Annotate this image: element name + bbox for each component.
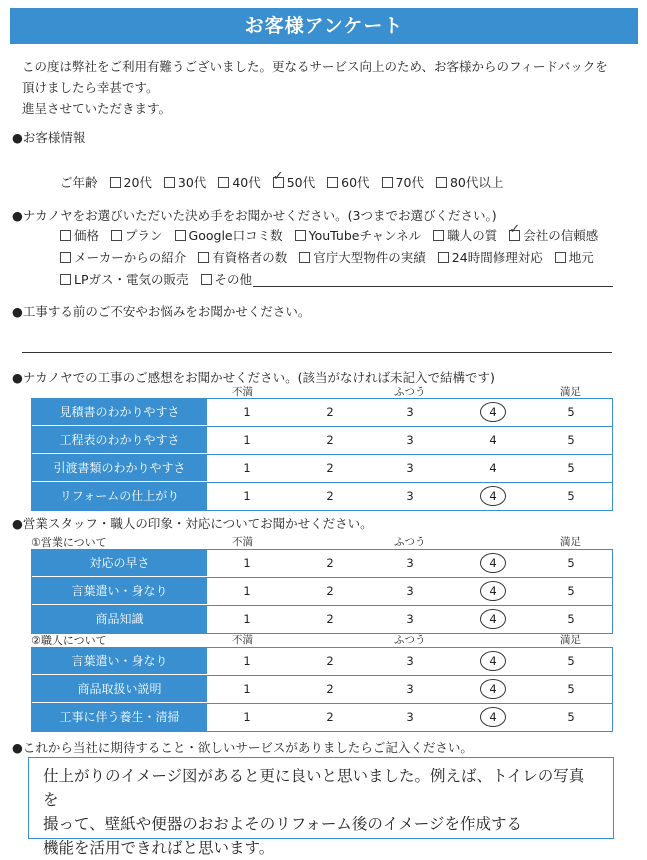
checkbox-option[interactable] [436,173,503,191]
rating-option[interactable]: 1 [243,489,251,503]
selected-rating-circle [480,707,506,727]
decision-heading: ●ナカノヤをお選びいただいた決め手をお聞かせください。(3つまでお選びください。) [12,208,497,223]
customer-info-heading: ●お客様情報 [12,130,86,145]
sales-subheading: ①営業について [31,536,107,549]
scale-low: 不満 [232,536,253,548]
checkbox-option[interactable] [555,248,594,266]
checkbox[interactable] [198,252,209,263]
rating-option[interactable]: 3 [406,710,414,724]
selected-rating-circle [480,651,506,671]
rating-option[interactable]: 1 [243,654,251,668]
rating-row [32,455,612,483]
checkbox[interactable] [555,252,566,263]
page-title: お客様アンケート [10,8,638,44]
selected-rating-circle [480,486,506,506]
checkbox-label: 20代 [123,175,152,190]
checkbox[interactable] [327,177,338,188]
checkbox-option[interactable] [438,248,543,266]
staff-heading: ●営業スタッフ・職人の印象・対応についてお聞かせください。 [12,516,373,531]
checkbox-option[interactable] [299,248,426,266]
rating-row [32,427,612,455]
rating-option[interactable]: 1 [243,584,251,598]
checkbox-option[interactable] [201,270,253,288]
rating-row [32,483,612,510]
rating-option[interactable]: 1 [243,682,251,696]
checkbox-label: 30代 [177,175,207,190]
impressions-table [31,398,613,511]
rating-option[interactable]: 4 [489,654,497,668]
checkbox-label: その他 [214,272,253,287]
checkbox-option[interactable] [60,270,189,288]
checkbox-option[interactable] [110,173,152,191]
checkbox[interactable] [201,274,212,285]
rating-option[interactable]: 4 [489,461,497,475]
decision-options-row [60,270,264,288]
checkbox[interactable] [382,177,393,188]
rating-option[interactable]: 5 [567,433,575,447]
craftsmen-subheading: ②職人について [31,634,107,647]
rating-option[interactable]: 3 [406,489,414,503]
rating-option[interactable]: 1 [243,461,251,475]
checkbox-label: メーカーからの紹介 [74,250,187,265]
rating-row-label: 見積書のわかりやすさ [32,399,207,426]
checkbox[interactable] [509,230,520,241]
rating-row [32,704,612,731]
rating-option[interactable]: 4 [489,489,497,503]
rating-option[interactable]: 4 [489,612,497,626]
checkbox-label: 価格 [74,228,100,243]
rating-row-label: 工程表のわかりやすさ [32,427,207,454]
rating-option[interactable]: 2 [326,405,334,419]
scale-high: 満足 [560,536,581,548]
rating-option[interactable]: 2 [326,489,334,503]
craftsmen-table [31,647,613,732]
checkbox-option[interactable] [111,226,163,244]
checkbox[interactable] [111,230,122,241]
rating-option[interactable]: 2 [326,682,334,696]
checkbox[interactable] [295,230,306,241]
rating-row-label: 言葉遣い・身なり [32,648,207,675]
scale-low: 不満 [232,634,253,646]
checkbox-label: 60代 [341,175,370,190]
rating-option[interactable]: 1 [243,405,251,419]
age-label: ご年齢 [60,175,98,190]
rating-option[interactable]: 3 [406,584,414,598]
checkbox[interactable] [299,252,310,263]
checkbox-option[interactable] [273,173,315,191]
other-answer-line[interactable] [253,286,613,287]
concerns-answer-line[interactable] [22,352,612,353]
rating-row-label: 商品知識 [32,606,207,633]
checkbox-option[interactable] [327,173,369,191]
rating-option[interactable]: 2 [326,612,334,626]
rating-option[interactable]: 4 [489,433,497,447]
rating-row [32,648,612,676]
rating-option[interactable]: 5 [567,612,575,626]
rating-option[interactable]: 2 [326,584,334,598]
checkbox-label: Google口コミ数 [188,228,283,243]
expectations-heading: ●これから当社に期待すること・欲しいサービスがありましたらご記入ください。 [12,740,473,755]
checkbox-label: 地元 [568,250,594,265]
rating-option[interactable]: 2 [326,654,334,668]
rating-option[interactable]: 5 [567,461,575,475]
checkbox-label: 70代 [395,175,424,190]
checkbox[interactable] [436,177,447,188]
rating-row-label: 言葉遣い・身なり [32,578,207,605]
checkbox-label: 50代 [286,175,316,190]
checkbox-option[interactable] [60,226,99,244]
rating-option[interactable]: 2 [326,710,334,724]
checkbox[interactable] [273,177,284,188]
rating-option[interactable]: 2 [326,433,334,447]
rating-option[interactable]: 3 [406,461,414,475]
impressions-heading: ●ナカノヤでの工事のご感想をお聞かせください。(該当がなければ未記入で結構です) [12,370,495,385]
rating-row-label: 引渡書類のわかりやすさ [32,455,207,482]
checkbox[interactable] [438,252,449,263]
selected-rating-circle [480,679,506,699]
rating-row-label: 商品取扱い説明 [32,676,207,703]
rating-row [32,399,612,427]
selected-rating-circle [480,402,506,422]
checkbox-label: 会社の信頼感 [523,228,599,243]
scale-mid: ふつう [394,386,426,398]
rating-option[interactable]: 5 [567,654,575,668]
checkbox-label: LPガス・電気の販売 [74,272,189,287]
comment-line: 機能を活用できればと思います。 [43,839,275,857]
rating-option[interactable]: 2 [326,461,334,475]
rating-option[interactable]: 3 [406,405,414,419]
comment-line: 仕上がりのイメージ図があると更に良いと思いました。例えば、トイレの写真を [43,767,585,809]
checkbox-option[interactable] [433,226,497,244]
scale-mid: ふつう [394,536,426,548]
intro-text [22,56,632,119]
rating-row [32,676,612,704]
rating-row-label: リフォームの仕上がり [32,483,207,510]
checkbox-label: プラン [125,228,163,243]
checkbox[interactable] [60,230,71,241]
checkbox-option[interactable] [218,173,260,191]
intro-line: 進呈させていただきます。 [22,101,172,116]
rating-option[interactable]: 5 [567,405,575,419]
selected-rating-circle [480,609,506,629]
checkbox-label: 80代以上 [449,175,504,190]
rating-option[interactable]: 5 [567,584,575,598]
rating-option[interactable]: 4 [489,556,497,570]
scale-high: 満足 [560,634,581,646]
rating-option[interactable]: 5 [567,489,575,503]
decision-options-row [60,248,606,266]
scale-low: 不満 [232,386,253,398]
rating-row [32,550,612,578]
rating-row [32,606,612,633]
rating-option[interactable]: 3 [406,612,414,626]
rating-option[interactable]: 5 [567,682,575,696]
rating-option[interactable]: 5 [567,556,575,570]
checkbox-option[interactable] [382,173,424,191]
intro-line: この度は弊社をご利用有難うございました。更なるサービス向上のため、お客様からのフィードバックを [22,59,608,74]
intro-line: 頂けましたら幸甚です。 [22,80,159,95]
checkbox-label: 有資格者の数 [212,250,288,265]
checkbox-option[interactable] [60,248,186,266]
checkbox-label: YouTubeチャンネル [308,228,422,243]
checkbox[interactable] [60,274,71,285]
scale-mid: ふつう [394,634,426,646]
comment-box[interactable] [28,757,614,857]
rating-option[interactable]: 4 [489,405,497,419]
checkbox-label: 官庁大型物件の実績 [313,250,426,265]
rating-option[interactable]: 4 [489,584,497,598]
checkbox-option[interactable] [175,226,283,244]
checkbox[interactable] [175,230,186,241]
checkbox[interactable] [110,177,121,188]
checkbox-option[interactable] [164,173,206,191]
selected-rating-circle [480,581,506,601]
checkbox[interactable] [218,177,229,188]
checkbox-option[interactable] [198,248,287,266]
rating-option[interactable]: 4 [489,710,497,724]
rating-option[interactable]: 3 [406,556,414,570]
rating-option[interactable]: 1 [243,433,251,447]
sales-table [31,549,613,634]
rating-option[interactable]: 3 [406,682,414,696]
concerns-heading: ●工事する前のご不安やお悩みをお聞かせください。 [12,304,311,319]
rating-option[interactable]: 1 [243,710,251,724]
checkbox-label: 職人の質 [447,228,498,243]
rating-option[interactable]: 3 [406,433,414,447]
rating-option[interactable]: 1 [243,556,251,570]
checkbox[interactable] [433,230,444,241]
scale-high: 満足 [560,386,581,398]
age-row [60,173,515,191]
rating-row-label: 対応の早さ [32,550,207,577]
checkbox-option[interactable] [509,226,598,244]
checkbox-label: 24時間修理対応 [451,250,543,265]
rating-row [32,578,612,606]
rating-option[interactable]: 2 [326,556,334,570]
rating-row-label: 工事に伴う養生・清掃 [32,704,207,731]
selected-rating-circle [480,553,506,573]
rating-option[interactable]: 4 [489,682,497,696]
checkbox-option[interactable] [295,226,422,244]
checkbox[interactable] [164,177,175,188]
rating-option[interactable]: 5 [567,710,575,724]
comment-line: 撮って、壁紙や便器のおおよそのリフォーム後のイメージを作成する [43,815,522,833]
checkbox[interactable] [60,252,71,263]
decision-options-row [60,226,610,244]
rating-option[interactable]: 3 [406,654,414,668]
checkbox-label: 40代 [232,175,261,190]
rating-option[interactable]: 1 [243,612,251,626]
